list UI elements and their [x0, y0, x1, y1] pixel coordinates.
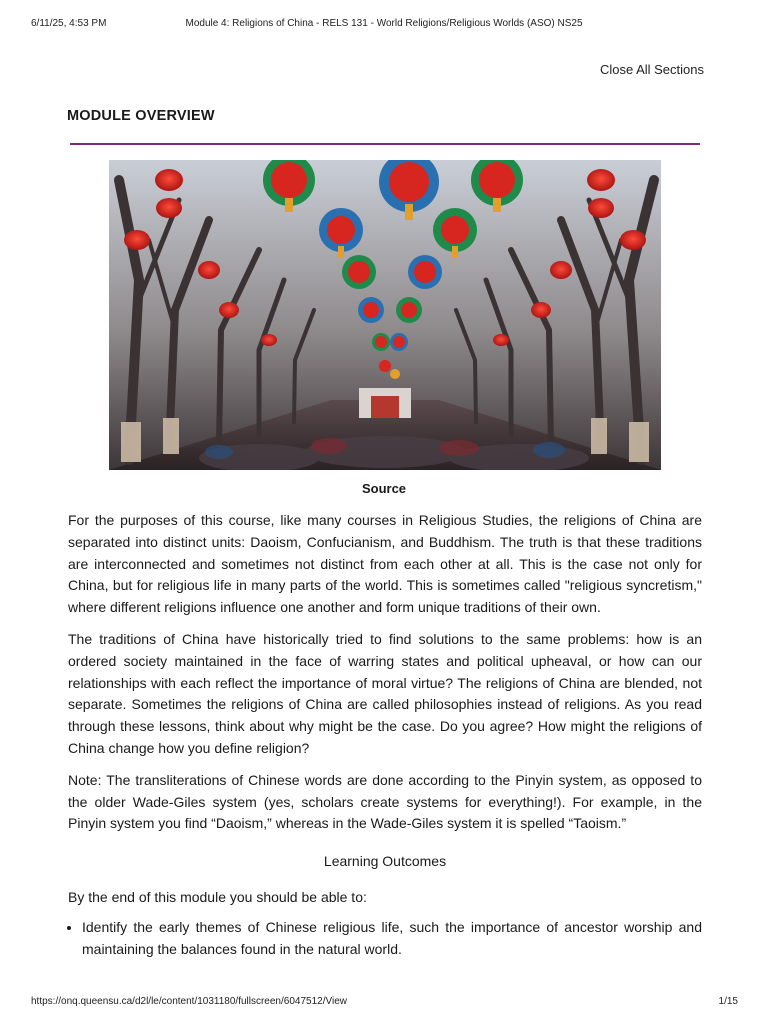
- print-header: [0, 18, 768, 32]
- overview-paragraph-3: Note: The transliterations of Chinese words are done according to the Pinyin system, as opposed to the older Wade-Giles system (yes, scholars create systems for everything!). For example, in the Pinyin system you find “Daoism,” whereas in the Wade-Giles system it is spelled “Taoism.”: [68, 771, 702, 832]
- overview-paragraph-1: For the purposes of this course, like many courses in Religious Studies, the religions of China are separated into distinct units: Daoism, Confucianism, and Buddhism. The truth is that these traditions are interconnected and sometimes not distinct from each other at all. This is the case not only for China, but for religious life in many parts of the world. This is sometimes called "religious syncretism," where different religions influence one another and form unique traditions of their own.: [68, 512, 702, 616]
- close-all-sections-link[interactable]: Close All Sections: [599, 62, 704, 77]
- module-title: MODULE OVERVIEW: [67, 108, 215, 124]
- print-timestamp: 6/11/25, 4:53 PM: [31, 18, 107, 29]
- hero-image: [109, 160, 661, 470]
- print-page-title: Module 4: Religions of China - RELS 131 - World Religions/Religious Worlds (ASO) NS25: [185, 18, 583, 29]
- page-number: 1/15: [718, 996, 738, 1007]
- learning-outcomes-intro: By the end of this module you should be able to:: [68, 888, 367, 905]
- learning-outcomes-heading: Learning Outcomes: [323, 853, 447, 870]
- overview-paragraph-2: The traditions of China have historically tried to find solutions to the same problems: how is an ordered society maintained in the face of warring states and political upheaval, or how can our relationships with each reflect the importance of moral virtue? The religions of China are blended, not separate. Sometimes the religions of China are called philosophies instead of religions. As you read through these lessons, think about why might be the case. Do you agree? How might the religions of China change how you define religion?: [68, 630, 702, 756]
- learning-outcome-item: • Identify the early themes of Chinese religious life, such the importance of ancestor worship and maintaining the balances found in the natural world.: [82, 917, 702, 961]
- lantern-avenue-illustration: [109, 160, 661, 470]
- module-content: [68, 510, 702, 960]
- learning-outcomes-list: [68, 917, 702, 961]
- image-source-link[interactable]: Source: [361, 481, 407, 496]
- title-divider: [70, 143, 700, 145]
- print-url: https://onq.queensu.ca/d2l/le/content/1031180/fullscreen/6047512/View: [31, 996, 347, 1007]
